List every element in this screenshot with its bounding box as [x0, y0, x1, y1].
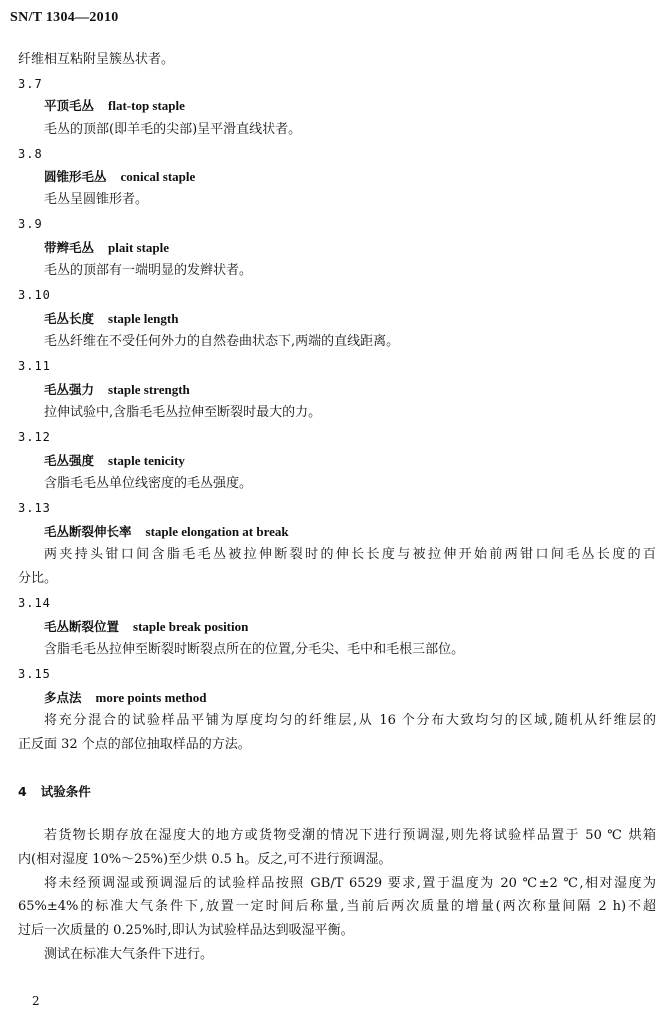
- term-definition: 毛丛呈圆锥形者。: [44, 192, 149, 207]
- term-number: 3.8: [18, 147, 43, 161]
- term-definition-cont: 正反面 32 个点的部位抽取样品的方法。: [18, 737, 251, 752]
- term-heading: [44, 98, 185, 114]
- paragraph-line: 65%±4%的标准大气条件下,放置一定时间后称量,当前后两次质量的增量(两次称量间隔 2 h)不超: [18, 899, 656, 914]
- term-heading: [44, 453, 185, 469]
- term-heading: [44, 169, 195, 185]
- term-definition: 将充分混合的试验样品平铺为厚度均匀的纤维层,从 16 个分布大致均匀的区域,随机从纤维层的: [44, 713, 656, 728]
- term-definition: 毛丛的顶部有一端明显的发辫状者。: [44, 263, 253, 278]
- term-heading: [44, 382, 190, 398]
- term-cn: 平顶毛丛: [44, 98, 95, 113]
- term-heading: [44, 524, 289, 540]
- term-number: 3.9: [18, 217, 43, 231]
- term-en: plait staple: [108, 240, 170, 255]
- term-en: staple tenicity: [108, 453, 185, 468]
- term-cn: 带辫毛丛: [44, 240, 95, 255]
- term-number: 3.15: [18, 667, 51, 681]
- term-en: staple elongation at break: [145, 524, 289, 539]
- page-number: 2: [32, 994, 40, 1008]
- term-number: 3.14: [18, 596, 51, 610]
- document-id: SN/T 1304—2010: [10, 10, 119, 25]
- paragraph-line: 若货物长期存放在湿度大的地方或货物受潮的情况下进行预调湿,则先将试验样品置于 50 ℃ 烘箱: [44, 828, 656, 843]
- section-number: 4: [18, 784, 27, 799]
- term-en: staple strength: [108, 382, 190, 397]
- term-number: 3.11: [18, 359, 51, 373]
- term-cn: 圆锥形毛丛: [44, 169, 107, 184]
- paragraph-line: 测试在标准大气条件下进行。: [44, 947, 214, 962]
- paragraph-line: 内(相对湿度 10%～25%)至少烘 0.5 h。反之,可不进行预调湿。: [18, 852, 392, 867]
- term-number: 3.12: [18, 430, 51, 444]
- term-cn: 毛丛强度: [44, 453, 95, 468]
- term-definition: 含脂毛毛丛拉伸至断裂时断裂点所在的位置,分毛尖、毛中和毛根三部位。: [44, 642, 465, 657]
- paragraph-line: 过后一次质量的 0.25%时,即认为试验样品达到吸湿平衡。: [18, 923, 354, 938]
- term-definition: 两夹持头钳口间含脂毛毛丛被拉伸断裂时的伸长长度与被拉伸开始前两钳口间毛丛长度的百: [44, 547, 656, 562]
- term-heading: [44, 311, 178, 327]
- term-definition: 毛丛的顶部(即羊毛的尖部)呈平滑直线状者。: [44, 122, 302, 137]
- term-en: staple length: [108, 311, 179, 326]
- paragraph-line: 将未经预调湿或预调湿后的试验样品按照 GB/T 6529 要求,置于温度为 20 ℃±2 ℃,相对湿度为: [44, 876, 656, 891]
- term-cn: 毛丛强力: [44, 382, 95, 397]
- term-en: staple break position: [133, 619, 249, 634]
- term-en: conical staple: [120, 169, 196, 184]
- term-definition: 毛丛纤维在不受任何外力的自然卷曲状态下,两端的直线距离。: [44, 334, 400, 349]
- continuation-text: 纤维相互粘附呈簇丛状者。: [18, 52, 175, 67]
- term-cn: 毛丛断裂伸长率: [44, 524, 132, 539]
- section-heading: [18, 784, 91, 800]
- term-definition: 拉伸试验中,含脂毛毛丛拉伸至断裂时最大的力。: [44, 405, 322, 420]
- term-number: 3.10: [18, 288, 51, 302]
- term-cn: 多点法: [44, 690, 82, 705]
- term-heading: [44, 690, 207, 706]
- term-cn: 毛丛长度: [44, 311, 95, 326]
- term-definition: 含脂毛毛丛单位线密度的毛丛强度。: [44, 476, 253, 491]
- term-heading: [44, 619, 248, 635]
- section-title: 试验条件: [40, 784, 91, 799]
- term-en: more points method: [95, 690, 207, 705]
- term-en: flat-top staple: [108, 98, 185, 113]
- term-heading: [44, 240, 169, 256]
- term-cn: 毛丛断裂位置: [44, 619, 120, 634]
- term-number: 3.13: [18, 501, 51, 515]
- term-number: 3.7: [18, 77, 43, 91]
- term-definition-cont: 分比。: [18, 571, 58, 586]
